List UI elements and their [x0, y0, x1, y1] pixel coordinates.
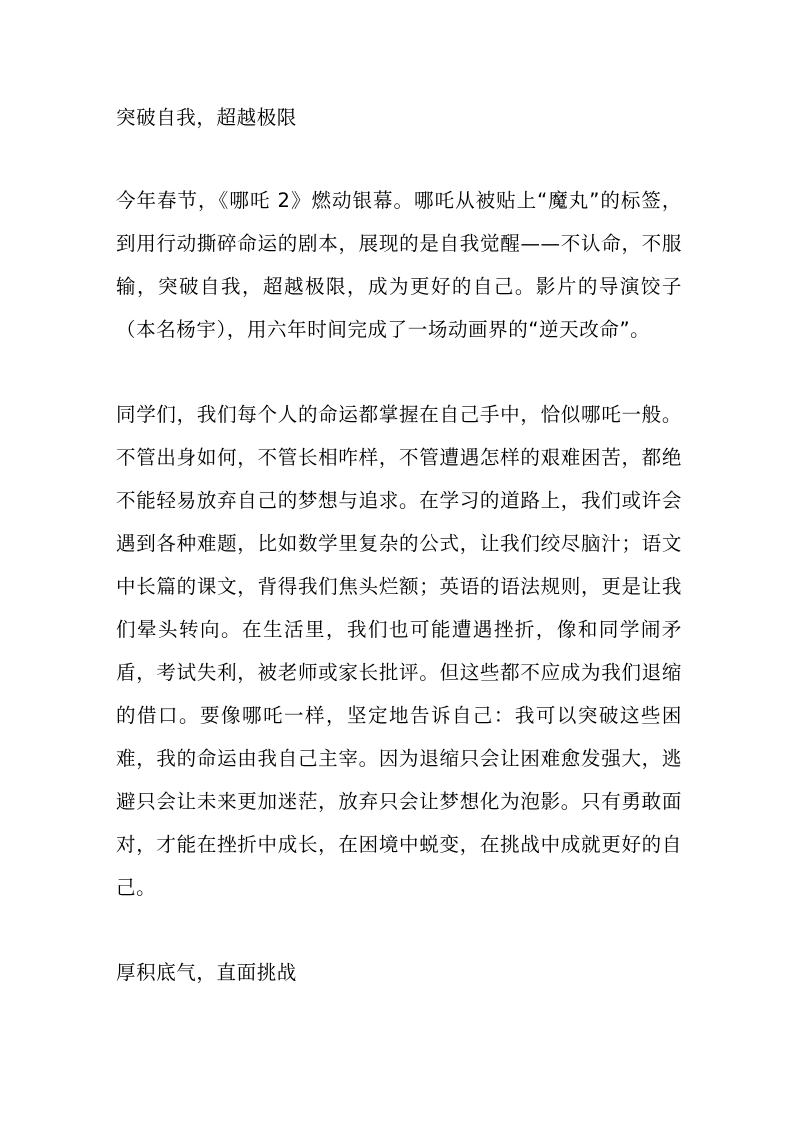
document-body [116, 96, 682, 994]
block-spacer [116, 909, 682, 951]
section-heading-2: 厚积底气，直面挑战 [116, 961, 297, 984]
paragraph-1: 今年春节，《哪吒 2》燃动银幕。哪吒从被贴上“魔丸”的标签，到用行动撕碎命运的剧本，展现的是自我觉醒——不认命，不服输，突破自我，超越极限，成为更好的自己。影片的导演饺子（本名杨宇），用六年时间完成了一场动画界的“逆天改命”。 [116, 189, 682, 341]
section-heading-1: 突破自我，超越极限 [116, 106, 297, 129]
block-spacer [116, 351, 682, 393]
block-spacer [116, 139, 682, 179]
paragraph-2: 同学们，我们每个人的命运都掌握在自己手中，恰似哪吒一般。不管出身如何，不管长相咋样，不管遭遇怎样的艰难困苦，都绝不能轻易放弃自己的梦想与追求。在学习的道路上，我们或许会遇到各种难题，比如数学里复杂的公式，让我们绞尽脑汁；语文中长篇的课文，背得我们焦头烂额；英语的语法规则，更是让我们晕头转向。在生活里，我们也可能遭遇挫折，像和同学闹矛盾，考试失利，被老师或家长批评。但这些都不应成为我们退缩的借口。要像哪吒一样，坚定地告诉自己：我可以突破这些困难，我的命运由我自己主宰。因为退缩只会让困难愈发强大，逃避只会让未来更加迷茫，放弃只会让梦想化为泡影。只有勇敢面对，才能在挫折中成长，在困境中蜕变，在挑战中成就更好的自己。 [116, 403, 682, 899]
